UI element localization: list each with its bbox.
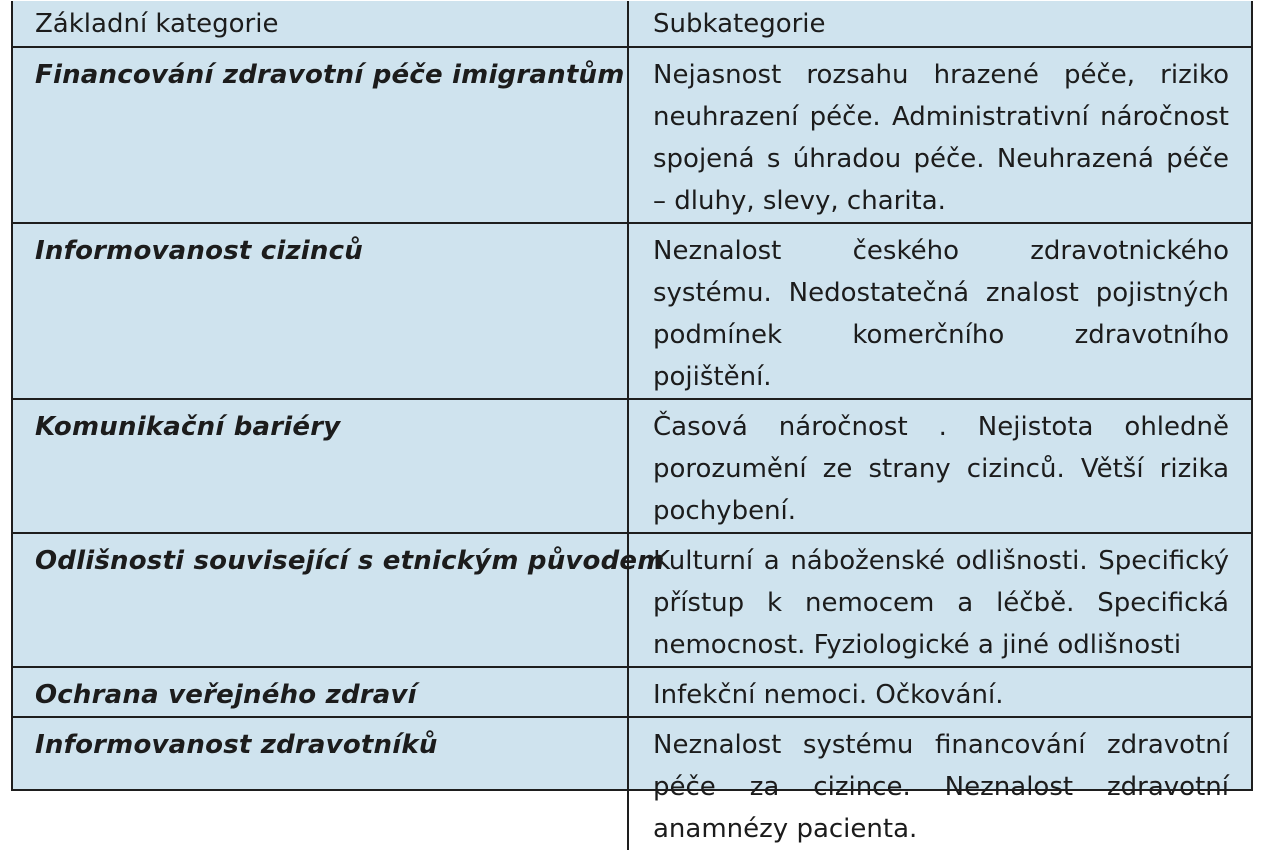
table-row bbox=[13, 223, 1251, 399]
category-cell bbox=[13, 667, 628, 717]
subcategory-cell: Neznalost českého zdravotnického systému. Nedostatečná znalost pojistných podmínek komerčního zdravotního pojištění. bbox=[628, 223, 1251, 399]
category-text: Komunikační bariéry bbox=[35, 412, 341, 442]
table-header-row bbox=[13, 1, 1251, 47]
subcategory-cell: Kulturní a náboženské odlišnosti. Specifický přístup k nemocem a léčbě. Specifická nemocnost. Fyziologické a jiné odlišnosti bbox=[628, 533, 1251, 667]
table-row bbox=[13, 47, 1251, 223]
subcategory-cell: Neznalost systému financování zdravotní péče za cizince. Neznalost zdravotní anamnézy pacienta. bbox=[628, 717, 1251, 850]
category-cell bbox=[13, 533, 665, 667]
subcategory-cell: Nejasnost rozsahu hrazené péče, riziko neuhrazení péče. Administrativní náročnost spojená s úhradou péče. Neuhrazená péče – dluhy, slevy, charita. bbox=[628, 47, 1251, 223]
category-text: Informovanost cizinců bbox=[35, 236, 363, 266]
category-text: Financování zdravotní péče imigrantům bbox=[35, 60, 625, 90]
category-cell bbox=[13, 223, 628, 399]
table-row bbox=[13, 667, 1251, 717]
category-text: Odlišnosti související s etnickým původem bbox=[35, 546, 665, 576]
category-text: Ochrana veřejného zdraví bbox=[35, 680, 417, 710]
categories-table-container bbox=[11, 1, 1253, 844]
subcategory-cell: Infekční nemoci. Očkování. bbox=[628, 667, 1251, 717]
table-row bbox=[13, 399, 1251, 533]
category-cell bbox=[13, 399, 628, 533]
header-subcategory: Subkategorie bbox=[628, 1, 1251, 47]
header-category: Základní kategorie bbox=[13, 1, 628, 47]
category-cell bbox=[13, 47, 628, 223]
category-cell bbox=[13, 717, 628, 850]
subcategory-cell: Časová náročnost . Nejistota ohledně porozumění ze strany cizinců. Větší rizika pochybení. bbox=[628, 399, 1251, 533]
categories-table bbox=[13, 1, 1251, 850]
table-row bbox=[13, 533, 1251, 667]
table-row bbox=[13, 717, 1251, 850]
category-text: Informovanost zdravotníků bbox=[35, 730, 438, 760]
